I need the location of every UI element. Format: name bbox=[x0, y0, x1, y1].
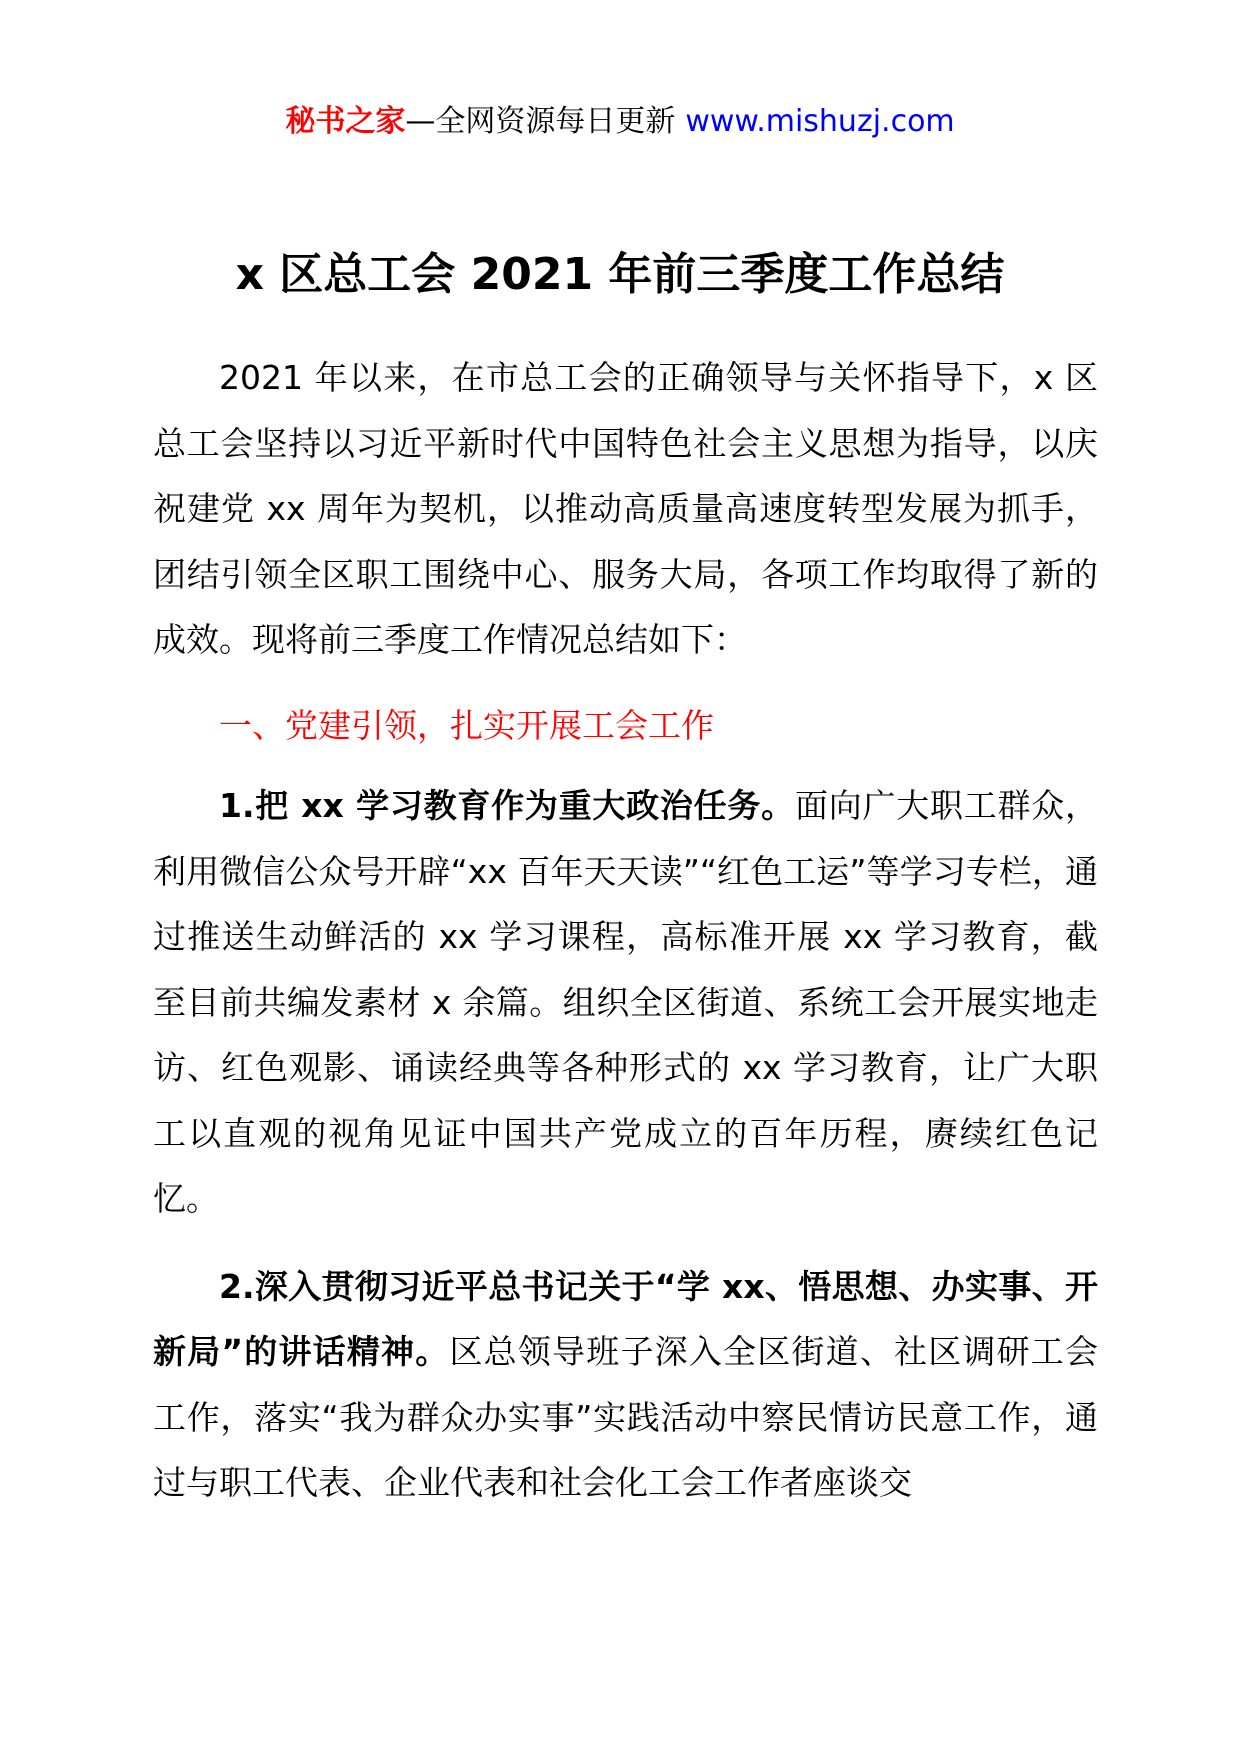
document-title: x 区总工会 2021 年前三季度工作总结 bbox=[235, 249, 1005, 300]
site-url-link[interactable]: www.mishuzj.com bbox=[685, 104, 955, 139]
site-name: 秘书之家 bbox=[285, 104, 406, 139]
item-lead: 1.把 xx 学习教育作为重大政治任务。 bbox=[219, 786, 795, 825]
item-text: 区总领导班子深入全区街道、社区调研工会工作，落实“我为群众办实事”实践活动中察民情访民意工作，通过与职工代表、企业代表和社会化工会工作者座谈交 bbox=[153, 1332, 1099, 1502]
list-item bbox=[153, 773, 1098, 1232]
intro-paragraph: 2021 年以来，在市总工会的正确领导与关怀指导下，x 区总工会坚持以习近平新时代中国特色社会主义思想为指导，以庆祝建党 xx 周年为契机，以推动高质量高速度转型发展为抓手，团结引领全区职工围绕中心、服务大局，各项工作均取得了新的成效。现将前三季度工作情况总结如下： bbox=[153, 358, 1098, 659]
item-lead: 2.深入贯彻习近平总书记关于“学 xx、悟思想、办实事、开新局”的讲话精神。 bbox=[153, 1266, 1098, 1371]
list-item bbox=[153, 1254, 1098, 1516]
site-header bbox=[0, 102, 1240, 142]
section-heading: 一、党建引领，扎实开展工会工作 bbox=[219, 705, 714, 745]
document-body bbox=[153, 345, 1098, 1516]
site-slogan: —全网资源每日更新 bbox=[405, 104, 676, 139]
item-text: 面向广大职工群众，利用微信公众号开辟“xx 百年天天读”“红色工运”等学习专栏，通过推送生动鲜活的 xx 学习课程，高标准开展 xx 学习教育，截至目前共编发素材 x 余篇。组织全区街道、系统工会开展实地走访、红色观影、诵读经典等各种形式的 xx 学习教育，让广大职工以直观的视角见证中国共产党成立的百年历程，赓续红色记忆。 bbox=[153, 786, 1099, 1218]
